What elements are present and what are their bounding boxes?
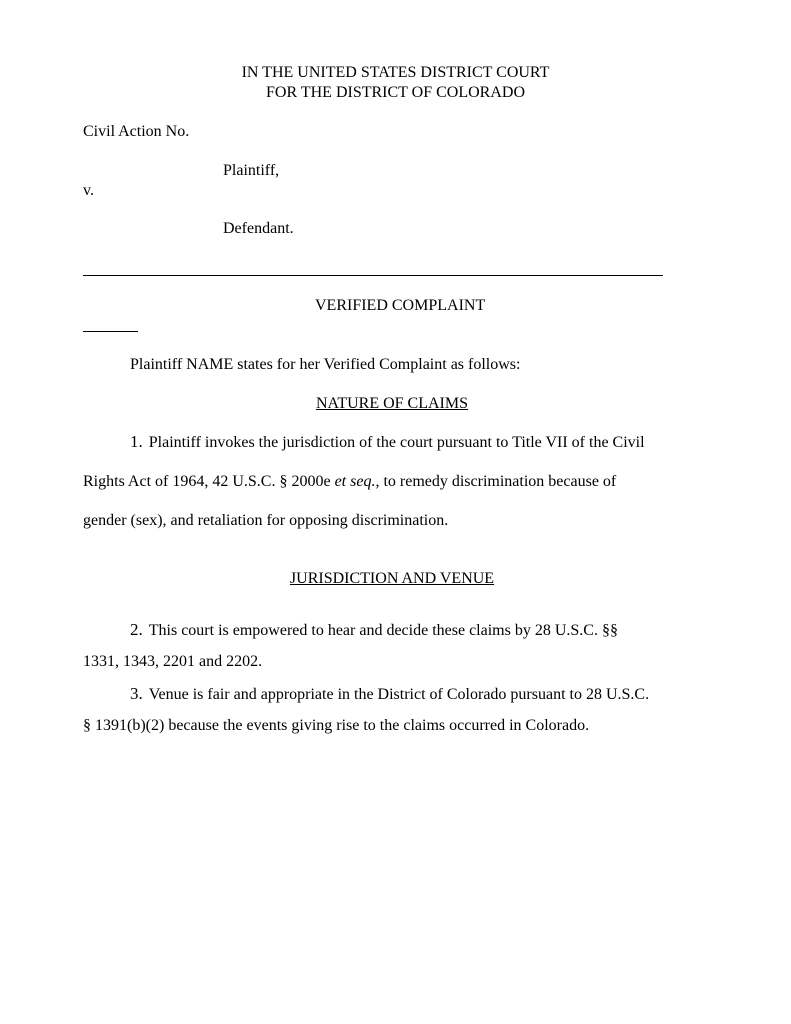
plaintiff-label: Plaintiff, <box>223 162 280 179</box>
nature-of-claims-heading: NATURE OF CLAIMS <box>315 395 468 412</box>
intro-paragraph: Plaintiff NAME states for her Verified Complaint as follows: <box>130 356 521 373</box>
civil-action-label: Civil Action No. <box>83 123 190 140</box>
jurisdiction-venue-heading: JURISDICTION AND VENUE <box>289 570 495 587</box>
paragraph-3-line2: § 1391(b)(2) because the events giving rise to the claims occurred in Colorado. <box>83 717 590 734</box>
paragraph-2-text-line1: This court is empowered to hear and decide these claims by 28 U.S.C. §§ <box>148 622 618 639</box>
paragraph-1-et-seq: et seq. <box>334 473 376 490</box>
versus-label: v. <box>83 182 94 199</box>
defendant-label: Defendant. <box>223 220 294 237</box>
paragraph-1-line2 <box>83 472 616 492</box>
court-name-line1: IN THE UNITED STATES DISTRICT COURT <box>241 64 550 81</box>
caption-divider <box>83 275 663 276</box>
paragraph-1-text-line2a: Rights Act of 1964, 42 U.S.C. § 2000e <box>83 473 335 490</box>
paragraph-2-line1 <box>130 620 618 641</box>
court-name-line2: FOR THE DISTRICT OF COLORADO <box>266 84 525 101</box>
paragraph-1-number: 1. <box>130 432 143 451</box>
paragraph-1-text-line1: Plaintiff invokes the jurisdiction of the court pursuant to Title VII of the Civil <box>148 434 645 451</box>
paragraph-2-number: 2. <box>130 620 143 639</box>
paragraph-3-text-line1: Venue is fair and appropriate in the District of Colorado pursuant to 28 U.S.C. <box>148 686 650 703</box>
paragraph-1-text-line2b: , to remedy discrimination because of <box>375 473 617 490</box>
paragraph-1-line1 <box>130 432 645 453</box>
short-rule <box>83 331 138 332</box>
paragraph-3-line1 <box>130 684 649 705</box>
document-title: VERIFIED COMPLAINT <box>315 297 486 314</box>
paragraph-1-line3: gender (sex), and retaliation for opposing discrimination. <box>83 512 449 529</box>
paragraph-2-line2: 1331, 1343, 2201 and 2202. <box>83 653 263 670</box>
paragraph-3-number: 3. <box>130 684 143 703</box>
